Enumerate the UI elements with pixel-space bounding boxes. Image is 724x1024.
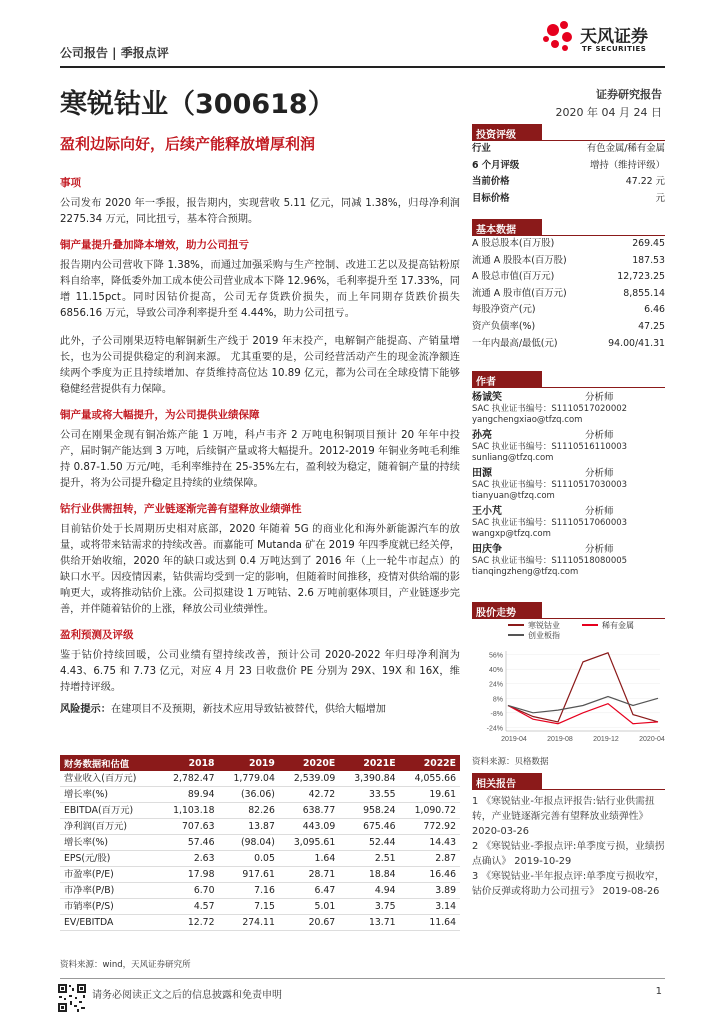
author-name-row xyxy=(472,467,665,480)
data-row xyxy=(472,158,665,175)
table-cell: 市盈率(P/E) xyxy=(60,867,158,883)
box-divider xyxy=(472,387,665,388)
table-cell: 57.46 xyxy=(158,835,218,851)
related-report-link[interactable]: 1 《寒锐钴业-年报点评报告:钴行业供需扭转，产业链逐渐完善有望释放业绩弹性》 2020-03-26 xyxy=(472,796,655,837)
table-header-cell: 2018 xyxy=(158,755,218,771)
table-cell: 12.72 xyxy=(158,915,218,931)
data-label: 行业 xyxy=(472,143,491,154)
data-value: 12,723.25 xyxy=(617,271,665,283)
table-cell: 1.64 xyxy=(279,851,339,867)
related-box xyxy=(472,773,665,899)
data-value: 有色金属/稀有金属 xyxy=(586,143,665,154)
authors-title: 作者 xyxy=(472,371,542,387)
table-cell: EV/EBITDA xyxy=(60,915,158,931)
data-row xyxy=(472,319,665,336)
paragraph: 报告期内公司营收下降 1.38%，而通过加强采购与生产控制、改进工艺以及提高钴粉原料自给率，降低委外加工成本使公司营业成本下降 12.96%，毛利率提升至 17.33%，同增 11.15pct。同时因钴价提高，公司无存货跌价损失，而上年同期存货跌价损失 6856.16 万元，导致公司净利率提升至 4.44%，助力公司扭亏。 xyxy=(60,260,460,319)
table-row xyxy=(60,867,460,883)
table-cell: 28.71 xyxy=(279,867,339,883)
data-label: 一年内最高/最低(元) xyxy=(472,337,558,349)
footer-divider xyxy=(60,978,665,979)
related-report-link[interactable]: 2 《寒锐钴业-季报点评:单季度亏损，业绩拐点确认》 2019-10-29 xyxy=(472,841,665,867)
table-cell: 2.51 xyxy=(339,851,399,867)
price-trend-title: 股价走势 xyxy=(472,602,542,618)
y-tick-label: -8% xyxy=(490,710,503,718)
data-label: 资产负债率(%) xyxy=(472,320,536,332)
author-cert: SAC 执业证书编号：S1110518080005 xyxy=(472,556,628,566)
table-cell: 3.75 xyxy=(339,899,399,915)
price-trend-box xyxy=(472,602,665,767)
y-tick-label: 56% xyxy=(488,652,503,660)
author-name-row xyxy=(472,505,665,518)
data-value: 47.22 元 xyxy=(625,176,665,188)
section-heading: 盈利预测及评级 xyxy=(60,629,134,641)
basic-rows xyxy=(472,236,665,352)
disclaimer-notice: 请务必阅读正文之后的信息披露和免责申明 xyxy=(92,990,282,1001)
author-role: 分析师 xyxy=(585,430,614,441)
table-row xyxy=(60,915,460,931)
risk-text: 在建项目不及预期，新技术应用导致钴被替代，供给大幅增加 xyxy=(110,704,386,715)
table-header-cell: 2022E xyxy=(400,755,460,771)
table-cell: 707.63 xyxy=(158,819,218,835)
author-role: 分析师 xyxy=(585,392,614,403)
x-tick-label: 2019-08 xyxy=(547,736,573,743)
series-line-2 xyxy=(508,697,658,713)
table-cell: 7.16 xyxy=(219,883,279,899)
author-name-row xyxy=(472,429,665,442)
author-name: 杨诚笑 xyxy=(472,392,502,403)
logo-text-en: TF SECURITIES xyxy=(582,45,647,53)
table-cell: 17.98 xyxy=(158,867,218,883)
table-cell: 4.57 xyxy=(158,899,218,915)
data-row xyxy=(472,236,665,253)
tf-logo-icon xyxy=(540,17,576,55)
table-cell: 13.87 xyxy=(219,819,279,835)
table-cell: 14.43 xyxy=(400,835,460,851)
table-row xyxy=(60,899,460,915)
author-role: 分析师 xyxy=(585,544,614,555)
table-row xyxy=(60,883,460,899)
table-cell: 6.70 xyxy=(158,883,218,899)
table-cell: 917.61 xyxy=(219,867,279,883)
price-chart xyxy=(472,619,665,749)
table-cell: 2.63 xyxy=(158,851,218,867)
table-cell: 2,782.47 xyxy=(158,771,218,787)
table-cell: EBITDA(百万元) xyxy=(60,803,158,819)
paragraph: 此外，子公司刚果迈特电解铜新生产线于 2019 年末投产，电解铜产能提高、产销量增长，也为公司提供稳定的利润来源。 尤其重要的是，公司经营活动产生的现金流净额连续两个季度为正且持续增加、存货维持高位达 10.89 亿元，都为公司在全球疫情下能够稳健经营提供有力保障。 xyxy=(60,336,460,395)
data-row xyxy=(472,269,665,286)
legend-label: 创业板指 xyxy=(528,631,560,640)
data-label: A 股总市值(百万元) xyxy=(472,271,555,283)
y-tick-label: 8% xyxy=(492,696,503,704)
table-row xyxy=(60,819,460,835)
data-label: 流通 A 股市值(百万元) xyxy=(472,287,567,299)
table-cell: 市销率(P/S) xyxy=(60,899,158,915)
table-cell: 42.72 xyxy=(279,787,339,803)
table-cell: 7.15 xyxy=(219,899,279,915)
table-cell: 2.87 xyxy=(400,851,460,867)
table-cell: 1,090.72 xyxy=(400,803,460,819)
table-cell: (98.04) xyxy=(219,835,279,851)
table-cell: (36.06) xyxy=(219,787,279,803)
table-cell: 89.94 xyxy=(158,787,218,803)
author-role: 分析师 xyxy=(585,506,614,517)
table-cell: 增长率(%) xyxy=(60,835,158,851)
author-cert: SAC 执业证书编号：S1110517030003 xyxy=(472,480,628,490)
x-tick-label: 2019-04 xyxy=(501,736,527,743)
table-cell: 5.01 xyxy=(279,899,339,915)
data-row xyxy=(472,302,665,319)
table-header-cell: 2019 xyxy=(219,755,279,771)
y-tick-label: 24% xyxy=(488,681,503,689)
author-name-row xyxy=(472,543,665,556)
table-row xyxy=(60,835,460,851)
table-cell: 3,390.84 xyxy=(339,771,399,787)
data-label: 当前价格 xyxy=(472,176,510,188)
table-row xyxy=(60,851,460,867)
table-cell: 1,103.18 xyxy=(158,803,218,819)
series-line-1 xyxy=(508,704,658,724)
table-cell: 20.67 xyxy=(279,915,339,931)
data-row xyxy=(472,141,665,158)
table-cell: 4,055.66 xyxy=(400,771,460,787)
table-cell: 3.14 xyxy=(400,899,460,915)
table-header-row xyxy=(60,755,460,771)
table-row xyxy=(60,787,460,803)
authors-box xyxy=(472,371,665,581)
section-heading: 钴行业供需扭转，产业链逐渐完善有望释放业绩弹性 xyxy=(60,503,302,515)
section-heading: 事项 xyxy=(60,177,81,189)
table-cell: 33.55 xyxy=(339,787,399,803)
author-entry xyxy=(472,391,665,426)
data-label: A 股总股本(百万股) xyxy=(472,238,555,249)
table-cell: 443.09 xyxy=(279,819,339,835)
table-cell: 958.24 xyxy=(339,803,399,819)
author-name: 孙亮 xyxy=(472,430,492,441)
data-row xyxy=(472,191,665,208)
table-cell: 638.77 xyxy=(279,803,339,819)
paragraph: 公司发布 2020 年一季报，报告期内，实现营收 5.11 亿元，同减 1.38%，归母净利润 2275.34 万元，同比扭亏，基本符合预期。 xyxy=(60,198,460,225)
report-date: 2020 年 04 月 24 日 xyxy=(555,106,662,119)
logo-text: 天风证券 xyxy=(580,27,648,47)
risk-label: 风险提示： xyxy=(60,704,111,715)
data-value: 187.53 xyxy=(632,254,665,266)
table-cell: 3,095.61 xyxy=(279,835,339,851)
table-cell: 市净率(P/B) xyxy=(60,883,158,899)
table-cell: 13.71 xyxy=(339,915,399,931)
table-cell: 274.11 xyxy=(219,915,279,931)
financial-table xyxy=(60,755,460,931)
data-label: 目标价格 xyxy=(472,192,510,204)
table-cell: 营业收入(百万元) xyxy=(60,771,158,787)
author-name: 王小芃 xyxy=(472,506,502,517)
report-type: 证券研究报告 xyxy=(596,88,662,101)
table-cell: 18.84 xyxy=(339,867,399,883)
rating-title: 投资评级 xyxy=(472,124,542,140)
data-value: 增持（维持评级） xyxy=(589,159,665,171)
author-entry xyxy=(472,467,665,502)
y-tick-label: -24% xyxy=(486,725,503,733)
data-row xyxy=(472,174,665,191)
table-cell: 675.46 xyxy=(339,819,399,835)
table-cell: 11.64 xyxy=(400,915,460,931)
company-logo xyxy=(540,17,665,63)
author-email[interactable]: sunliang@tfzq.com xyxy=(472,453,554,463)
related-report-link[interactable]: 3 《寒锐钴业-半年报点评:单季度亏损收窄，钴价反弹或将助力公司扭亏》 2019-08-26 xyxy=(472,871,665,897)
section-heading: 铜产量提升叠加降本增效，助力公司扭亏 xyxy=(60,239,249,251)
data-label: 流通 A 股股本(百万股) xyxy=(472,254,567,266)
y-tick-label: 40% xyxy=(488,667,503,675)
author-name-row xyxy=(472,391,665,404)
paragraph: 公司在刚果金现有铜冶炼产能 1 万吨，科卢韦齐 2 万吨电积铜项目预计 20 年年中投产，届时铜产能达到 3 万吨，后续铜产量或将大幅提升。2012-2019 年铜业务吨毛利维持 0.87-1.50 万元/吨，毛利率维持在 25-35%左右，盈利较为稳定，随着铜产量的持续提升，将为公司提升稳定且持续的业绩保障。 xyxy=(60,430,460,489)
author-email[interactable]: yangchengxiao@tfzq.com xyxy=(472,415,583,425)
table-cell: 52.44 xyxy=(339,835,399,851)
risk-paragraph xyxy=(60,702,460,718)
chart-source: 资料来源：贝格数据 xyxy=(472,757,549,767)
author-cert: SAC 执业证书编号：S1110516110003 xyxy=(472,442,628,452)
table-cell: 4.94 xyxy=(339,883,399,899)
table-source: 资料来源：wind，天风证券研究所 xyxy=(60,960,191,970)
data-value: 47.25 xyxy=(638,320,665,332)
table-cell: 16.46 xyxy=(400,867,460,883)
author-email[interactable]: tianyuan@tfzq.com xyxy=(472,491,555,501)
table-header-cell: 2021E xyxy=(339,755,399,771)
paragraph: 鉴于钴价持续回暖，公司业绩有望持续改善，预计公司 2020-2022 年归母净利润为 4.43、6.75 和 7.73 亿元，对应 4 月 23 日收盘价 PE 分别为 29X、19X 和 16X，维持增持评级。 xyxy=(60,650,460,693)
qr-code-icon[interactable] xyxy=(57,983,87,1013)
page-number: 1 xyxy=(655,986,662,997)
author-email[interactable]: wangxp@tfzq.com xyxy=(472,529,551,539)
section-heading: 铜产量或将大幅提升，为公司提供业绩保障 xyxy=(60,409,260,421)
table-cell: 2,539.09 xyxy=(279,771,339,787)
data-label: 每股净资产(元) xyxy=(472,304,536,316)
x-tick-label: 2019-12 xyxy=(593,736,619,743)
data-row xyxy=(472,253,665,270)
data-value: 269.45 xyxy=(632,238,665,249)
data-row xyxy=(472,336,665,353)
author-entry xyxy=(472,505,665,540)
x-tick-label: 2020-04 xyxy=(639,736,665,743)
related-title: 相关报告 xyxy=(472,773,542,789)
page-subtitle: 盈利边际向好，后续产能释放增厚利润 xyxy=(60,135,316,153)
legend-label: 寒锐钴业 xyxy=(528,621,560,630)
data-value: 6.46 xyxy=(644,304,665,316)
author-name: 田源 xyxy=(472,468,492,479)
basic-data-box xyxy=(472,219,665,352)
author-email[interactable]: tianqingzheng@tfzq.com xyxy=(472,567,579,577)
table-row xyxy=(60,803,460,819)
data-value: 8,855.14 xyxy=(623,287,665,299)
author-name: 田庆争 xyxy=(472,544,502,555)
report-category: 公司报告 | 季报点评 xyxy=(60,46,169,60)
table-header-cell: 2020E xyxy=(279,755,339,771)
author-role: 分析师 xyxy=(585,468,614,479)
author-list xyxy=(472,391,665,578)
paragraph: 目前钴价处于长周期历史相对底部，2020 年随着 5G 的商业化和海外新能源汽车的放量，或将带来钴需求的持续改善。而嘉能可 Mutanda 矿在 2019 年四季度就已经关停，供给开始收缩，2020 年的缺口或达到 0.4 万吨达到了 2016 年（上一轮牛市起点）的缺口水平。因疫情因素，钴供需均受到一定的影响，但随着时间推移，疫情对供给端的影响更大，或将推动钴价上涨。公司拟建设 1 万吨钴、2.6 万吨前驱体项目，产业链逐步完善，并伴随着钴价的上涨，释放公司业绩弹性。 xyxy=(60,524,460,615)
author-entry xyxy=(472,429,665,464)
table-cell: 3.89 xyxy=(400,883,460,899)
author-cert: SAC 执业证书编号：S1110517060003 xyxy=(472,518,628,528)
basic-data-title: 基本数据 xyxy=(472,219,542,235)
table-header-cell: 财务数据和估值 xyxy=(60,755,158,771)
data-label: 6 个月评级 xyxy=(472,159,520,171)
table-cell: 82.26 xyxy=(219,803,279,819)
author-entry xyxy=(472,543,665,578)
table-row xyxy=(60,771,460,787)
table-cell: 19.61 xyxy=(400,787,460,803)
data-row xyxy=(472,286,665,303)
rating-rows xyxy=(472,141,665,207)
author-cert: SAC 执业证书编号：S1110517020002 xyxy=(472,404,628,414)
table-cell: 6.47 xyxy=(279,883,339,899)
main-content xyxy=(60,175,460,722)
table-cell: 772.92 xyxy=(400,819,460,835)
legend-label: 稀有金属 xyxy=(602,621,634,630)
rating-box xyxy=(472,124,665,207)
table-cell: 1,779.04 xyxy=(219,771,279,787)
header-divider xyxy=(60,66,665,68)
table-cell: 净利润(百万元) xyxy=(60,819,158,835)
page-title: 寒锐钴业（300618） xyxy=(60,89,335,120)
table-cell: EPS(元/股) xyxy=(60,851,158,867)
table-cell: 增长率(%) xyxy=(60,787,158,803)
data-value: 94.00/41.31 xyxy=(608,337,665,349)
table-cell: 0.05 xyxy=(219,851,279,867)
table-body xyxy=(60,771,460,931)
data-value: 元 xyxy=(655,192,665,204)
